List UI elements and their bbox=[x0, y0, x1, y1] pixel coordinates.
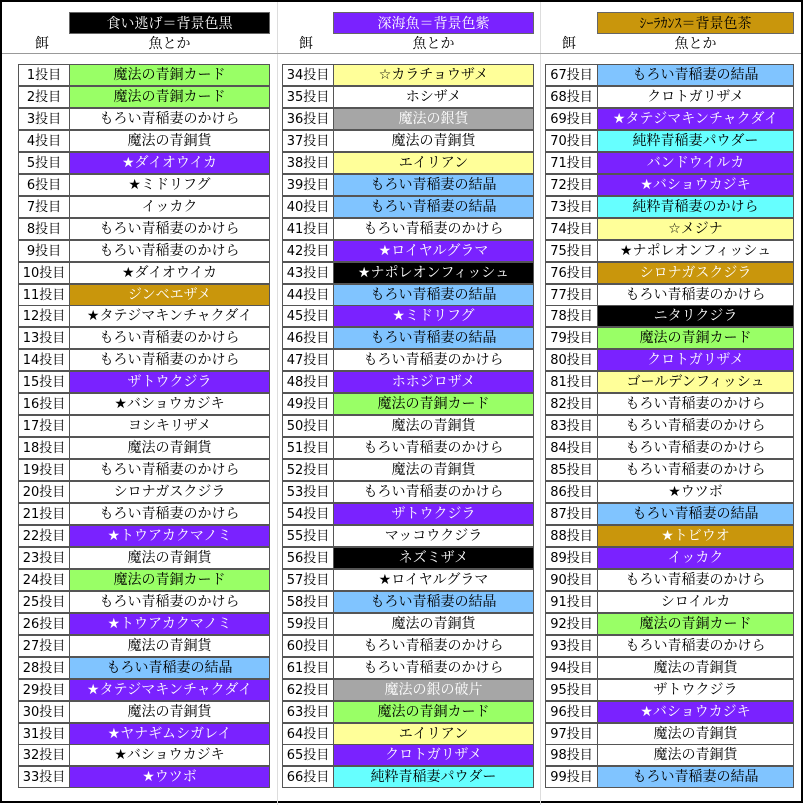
cast-number: 44投目 bbox=[282, 284, 333, 306]
cast-number: 79投目 bbox=[545, 327, 597, 349]
cast-number: 65投目 bbox=[282, 744, 333, 766]
cast-number: 1投目 bbox=[18, 64, 69, 86]
cast-number: 29投目 bbox=[18, 679, 69, 701]
catch-cell: 魔法の青銅貨 bbox=[69, 437, 270, 459]
catch-cell: もろい青稲妻のかけら bbox=[333, 218, 534, 240]
cast-number: 56投目 bbox=[282, 547, 333, 569]
legend-purple: 深海魚＝背景色紫 bbox=[333, 12, 534, 34]
column-divider bbox=[540, 2, 541, 805]
catch-cell: クロトガリザメ bbox=[333, 744, 534, 766]
cast-number: 54投目 bbox=[282, 503, 333, 525]
catch-cell: ★タテジマキンチャクダイ bbox=[69, 679, 270, 701]
cast-number: 82投目 bbox=[545, 393, 597, 415]
catch-cell: ★ウツボ bbox=[69, 766, 270, 788]
cast-number: 85投目 bbox=[545, 459, 597, 481]
cast-number: 80投目 bbox=[545, 349, 597, 371]
header-fish: 魚とか bbox=[148, 36, 191, 52]
catch-cell: ザトウクジラ bbox=[333, 503, 534, 525]
cast-number: 24投目 bbox=[18, 569, 69, 591]
catch-cell: もろい青稲妻のかけら bbox=[597, 415, 794, 437]
catch-cell: ホシザメ bbox=[333, 86, 534, 108]
catch-cell: ★バショウカジキ bbox=[597, 174, 794, 196]
cast-number: 67投目 bbox=[545, 64, 597, 86]
cast-number: 86投目 bbox=[545, 481, 597, 503]
cast-number: 16投目 bbox=[18, 393, 69, 415]
cast-number: 96投目 bbox=[545, 701, 597, 723]
cast-number: 23投目 bbox=[18, 547, 69, 569]
cast-number: 18投目 bbox=[18, 437, 69, 459]
cast-number: 35投目 bbox=[282, 86, 333, 108]
cast-number: 8投目 bbox=[18, 218, 69, 240]
legend-brown: ｼｰﾗｶﾝｽ＝背景色茶 bbox=[597, 12, 794, 34]
header-bait: 餌 bbox=[562, 36, 576, 52]
catch-cell: 純粋青稲妻のかけら bbox=[597, 196, 794, 218]
cast-number: 7投目 bbox=[18, 196, 69, 218]
cast-number: 95投目 bbox=[545, 679, 597, 701]
catch-cell: ジンベエザメ bbox=[69, 284, 270, 306]
cast-number: 68投目 bbox=[545, 86, 597, 108]
column-divider bbox=[277, 2, 278, 805]
catch-cell: もろい青稲妻の結晶 bbox=[597, 64, 794, 86]
catch-cell: ★ロイヤルグラマ bbox=[333, 240, 534, 262]
cast-number: 6投目 bbox=[18, 174, 69, 196]
cast-number: 27投目 bbox=[18, 635, 69, 657]
cast-number: 45投目 bbox=[282, 305, 333, 327]
catch-cell: イッカク bbox=[597, 547, 794, 569]
catch-cell: 魔法の青銅貨 bbox=[69, 130, 270, 152]
cast-number: 28投目 bbox=[18, 657, 69, 679]
cast-number: 61投目 bbox=[282, 657, 333, 679]
catch-cell: ★ダイオウイカ bbox=[69, 152, 270, 174]
cast-number: 9投目 bbox=[18, 240, 69, 262]
cast-number: 21投目 bbox=[18, 503, 69, 525]
cast-number: 5投目 bbox=[18, 152, 69, 174]
catch-cell: ★ダイオウイカ bbox=[69, 262, 270, 284]
cast-number: 20投目 bbox=[18, 481, 69, 503]
legend-black: 食い逃げ＝背景色黒 bbox=[69, 12, 270, 34]
catch-cell: ホホジロザメ bbox=[333, 371, 534, 393]
cast-number: 83投目 bbox=[545, 415, 597, 437]
cast-number: 59投目 bbox=[282, 613, 333, 635]
cast-number: 37投目 bbox=[282, 130, 333, 152]
catch-cell: ★トウアカクマノミ bbox=[69, 613, 270, 635]
header-bait: 餌 bbox=[299, 36, 313, 52]
cast-number: 48投目 bbox=[282, 371, 333, 393]
catch-cell: ★バショウカジキ bbox=[597, 701, 794, 723]
catch-cell: 魔法の銀の破片 bbox=[333, 679, 534, 701]
cast-number: 53投目 bbox=[282, 481, 333, 503]
cast-number: 33投目 bbox=[18, 766, 69, 788]
catch-cell: 魔法の青銅貨 bbox=[333, 130, 534, 152]
catch-cell: もろい青稲妻の結晶 bbox=[597, 766, 794, 788]
catch-cell: ☆カラチョウザメ bbox=[333, 64, 534, 86]
catch-cell: 魔法の青銅カード bbox=[69, 64, 270, 86]
header-fish: 魚とか bbox=[412, 36, 455, 52]
catch-cell: もろい青稲妻の結晶 bbox=[333, 284, 534, 306]
cast-number: 63投目 bbox=[282, 701, 333, 723]
cast-number: 41投目 bbox=[282, 218, 333, 240]
cast-number: 94投目 bbox=[545, 657, 597, 679]
catch-cell: ザトウクジラ bbox=[69, 371, 270, 393]
cast-number: 57投目 bbox=[282, 569, 333, 591]
cast-number: 70投目 bbox=[545, 130, 597, 152]
catch-cell: 純粋青稲妻パウダー bbox=[333, 766, 534, 788]
cast-number: 72投目 bbox=[545, 174, 597, 196]
cast-number: 14投目 bbox=[18, 349, 69, 371]
catch-cell: もろい青稲妻のかけら bbox=[333, 635, 534, 657]
catch-cell: 魔法の青銅カード bbox=[333, 701, 534, 723]
cast-number: 40投目 bbox=[282, 196, 333, 218]
cast-number: 52投目 bbox=[282, 459, 333, 481]
cast-number: 10投目 bbox=[18, 262, 69, 284]
catch-cell: ★トウアカクマノミ bbox=[69, 525, 270, 547]
catch-cell: シロナガスクジラ bbox=[69, 481, 270, 503]
catch-cell: もろい青稲妻のかけら bbox=[597, 393, 794, 415]
catch-cell: もろい青稲妻のかけら bbox=[69, 591, 270, 613]
cast-number: 2投目 bbox=[18, 86, 69, 108]
cast-number: 89投目 bbox=[545, 547, 597, 569]
cast-number: 49投目 bbox=[282, 393, 333, 415]
catch-cell: ヨシキリザメ bbox=[69, 415, 270, 437]
catch-cell: もろい青稲妻のかけら bbox=[597, 635, 794, 657]
cast-number: 92投目 bbox=[545, 613, 597, 635]
catch-cell: ★ミドリフグ bbox=[333, 305, 534, 327]
catch-cell: ★タテジマキンチャクダイ bbox=[69, 305, 270, 327]
cast-number: 47投目 bbox=[282, 349, 333, 371]
catch-cell: 魔法の青銅貨 bbox=[333, 459, 534, 481]
cast-number: 75投目 bbox=[545, 240, 597, 262]
cast-number: 76投目 bbox=[545, 262, 597, 284]
catch-cell: ★タテジマキンチャクダイ bbox=[597, 108, 794, 130]
cast-number: 43投目 bbox=[282, 262, 333, 284]
cast-number: 42投目 bbox=[282, 240, 333, 262]
cast-number: 30投目 bbox=[18, 701, 69, 723]
catch-cell: もろい青稲妻のかけら bbox=[597, 284, 794, 306]
catch-cell: もろい青稲妻の結晶 bbox=[333, 196, 534, 218]
cast-number: 34投目 bbox=[282, 64, 333, 86]
cast-number: 55投目 bbox=[282, 525, 333, 547]
cast-number: 99投目 bbox=[545, 766, 597, 788]
cast-number: 15投目 bbox=[18, 371, 69, 393]
cast-number: 39投目 bbox=[282, 174, 333, 196]
catch-cell: もろい青稲妻のかけら bbox=[333, 657, 534, 679]
cast-number: 36投目 bbox=[282, 108, 333, 130]
cast-number: 69投目 bbox=[545, 108, 597, 130]
catch-cell: 魔法の青銅貨 bbox=[597, 744, 794, 766]
catch-cell: もろい青稲妻のかけら bbox=[69, 108, 270, 130]
catch-cell: 魔法の青銅貨 bbox=[69, 701, 270, 723]
cast-number: 31投目 bbox=[18, 723, 69, 745]
catch-cell: もろい青稲妻の結晶 bbox=[333, 174, 534, 196]
catch-cell: バンドウイルカ bbox=[597, 152, 794, 174]
cast-number: 97投目 bbox=[545, 723, 597, 745]
cast-number: 50投目 bbox=[282, 415, 333, 437]
cast-number: 22投目 bbox=[18, 525, 69, 547]
header-fish: 魚とか bbox=[674, 36, 717, 52]
catch-cell: ニタリクジラ bbox=[597, 305, 794, 327]
cast-number: 26投目 bbox=[18, 613, 69, 635]
cast-number: 73投目 bbox=[545, 196, 597, 218]
catch-cell: エイリアン bbox=[333, 723, 534, 745]
catch-cell: もろい青稲妻の結晶 bbox=[69, 657, 270, 679]
catch-cell: 魔法の青銅カード bbox=[333, 393, 534, 415]
cast-number: 25投目 bbox=[18, 591, 69, 613]
cast-number: 66投目 bbox=[282, 766, 333, 788]
catch-cell: エイリアン bbox=[333, 152, 534, 174]
cast-number: 46投目 bbox=[282, 327, 333, 349]
catch-cell: もろい青稲妻のかけら bbox=[69, 327, 270, 349]
cast-number: 84投目 bbox=[545, 437, 597, 459]
cast-number: 91投目 bbox=[545, 591, 597, 613]
cast-number: 58投目 bbox=[282, 591, 333, 613]
catch-cell: 魔法の銀貨 bbox=[333, 108, 534, 130]
cast-number: 62投目 bbox=[282, 679, 333, 701]
cast-number: 11投目 bbox=[18, 284, 69, 306]
catch-cell: もろい青稲妻のかけら bbox=[69, 459, 270, 481]
catch-cell: もろい青稲妻の結晶 bbox=[333, 327, 534, 349]
cast-number: 78投目 bbox=[545, 305, 597, 327]
cast-number: 64投目 bbox=[282, 723, 333, 745]
catch-cell: マッコウクジラ bbox=[333, 525, 534, 547]
catch-cell: クロトガリザメ bbox=[597, 349, 794, 371]
cast-number: 32投目 bbox=[18, 744, 69, 766]
cast-number: 13投目 bbox=[18, 327, 69, 349]
catch-cell: ☆メジナ bbox=[597, 218, 794, 240]
cast-number: 87投目 bbox=[545, 503, 597, 525]
catch-cell: 魔法の青銅貨 bbox=[69, 547, 270, 569]
catch-cell: ★ナポレオンフィッシュ bbox=[597, 240, 794, 262]
catch-cell: ★ヤナギムシガレイ bbox=[69, 723, 270, 745]
catch-cell: ★ロイヤルグラマ bbox=[333, 569, 534, 591]
cast-number: 93投目 bbox=[545, 635, 597, 657]
catch-cell: クロトガリザメ bbox=[597, 86, 794, 108]
catch-cell: もろい青稲妻のかけら bbox=[333, 481, 534, 503]
catch-cell: もろい青稲妻の結晶 bbox=[333, 591, 534, 613]
cast-number: 60投目 bbox=[282, 635, 333, 657]
cast-number: 38投目 bbox=[282, 152, 333, 174]
catch-cell: もろい青稲妻のかけら bbox=[333, 437, 534, 459]
catch-cell: イッカク bbox=[69, 196, 270, 218]
catch-cell: ゴールデンフィッシュ bbox=[597, 371, 794, 393]
cast-number: 98投目 bbox=[545, 744, 597, 766]
catch-cell: 魔法の青銅貨 bbox=[333, 613, 534, 635]
catch-cell: 魔法の青銅貨 bbox=[597, 723, 794, 745]
cast-number: 19投目 bbox=[18, 459, 69, 481]
catch-cell: もろい青稲妻のかけら bbox=[69, 349, 270, 371]
catch-cell: もろい青稲妻のかけら bbox=[597, 459, 794, 481]
catch-cell: 魔法の青銅貨 bbox=[597, 657, 794, 679]
catch-cell: もろい青稲妻のかけら bbox=[69, 240, 270, 262]
cast-number: 51投目 bbox=[282, 437, 333, 459]
cast-number: 77投目 bbox=[545, 284, 597, 306]
catch-cell: もろい青稲妻のかけら bbox=[333, 349, 534, 371]
cast-number: 74投目 bbox=[545, 218, 597, 240]
cast-number: 90投目 bbox=[545, 569, 597, 591]
catch-cell: ★バショウカジキ bbox=[69, 393, 270, 415]
catch-cell: 魔法の青銅カード bbox=[69, 569, 270, 591]
catch-cell: 魔法の青銅カード bbox=[597, 613, 794, 635]
catch-cell: ★バショウカジキ bbox=[69, 744, 270, 766]
catch-cell: もろい青稲妻のかけら bbox=[597, 569, 794, 591]
catch-cell: 魔法の青銅貨 bbox=[333, 415, 534, 437]
cast-number: 88投目 bbox=[545, 525, 597, 547]
catch-cell: ★ミドリフグ bbox=[69, 174, 270, 196]
catch-cell: 魔法の青銅貨 bbox=[69, 635, 270, 657]
catch-cell: ★ナポレオンフィッシュ bbox=[333, 262, 534, 284]
cast-number: 71投目 bbox=[545, 152, 597, 174]
catch-cell: もろい青稲妻のかけら bbox=[69, 503, 270, 525]
cast-number: 4投目 bbox=[18, 130, 69, 152]
cast-number: 12投目 bbox=[18, 305, 69, 327]
catch-cell: もろい青稲妻のかけら bbox=[69, 218, 270, 240]
catch-cell: もろい青稲妻のかけら bbox=[597, 437, 794, 459]
cast-number: 81投目 bbox=[545, 371, 597, 393]
catch-cell: シロナガスクジラ bbox=[597, 262, 794, 284]
catch-cell: ザトウクジラ bbox=[597, 679, 794, 701]
header-bait: 餌 bbox=[35, 36, 49, 52]
catch-cell: ★トビウオ bbox=[597, 525, 794, 547]
catch-cell: 魔法の青銅カード bbox=[69, 86, 270, 108]
catch-cell: 魔法の青銅カード bbox=[597, 327, 794, 349]
catch-cell: シロイルカ bbox=[597, 591, 794, 613]
cast-number: 3投目 bbox=[18, 108, 69, 130]
catch-cell: ★ウツボ bbox=[597, 481, 794, 503]
cast-number: 17投目 bbox=[18, 415, 69, 437]
header-separator bbox=[2, 53, 801, 54]
catch-cell: もろい青稲妻の結晶 bbox=[597, 503, 794, 525]
catch-cell: 純粋青稲妻パウダー bbox=[597, 130, 794, 152]
catch-cell: ネズミザメ bbox=[333, 547, 534, 569]
